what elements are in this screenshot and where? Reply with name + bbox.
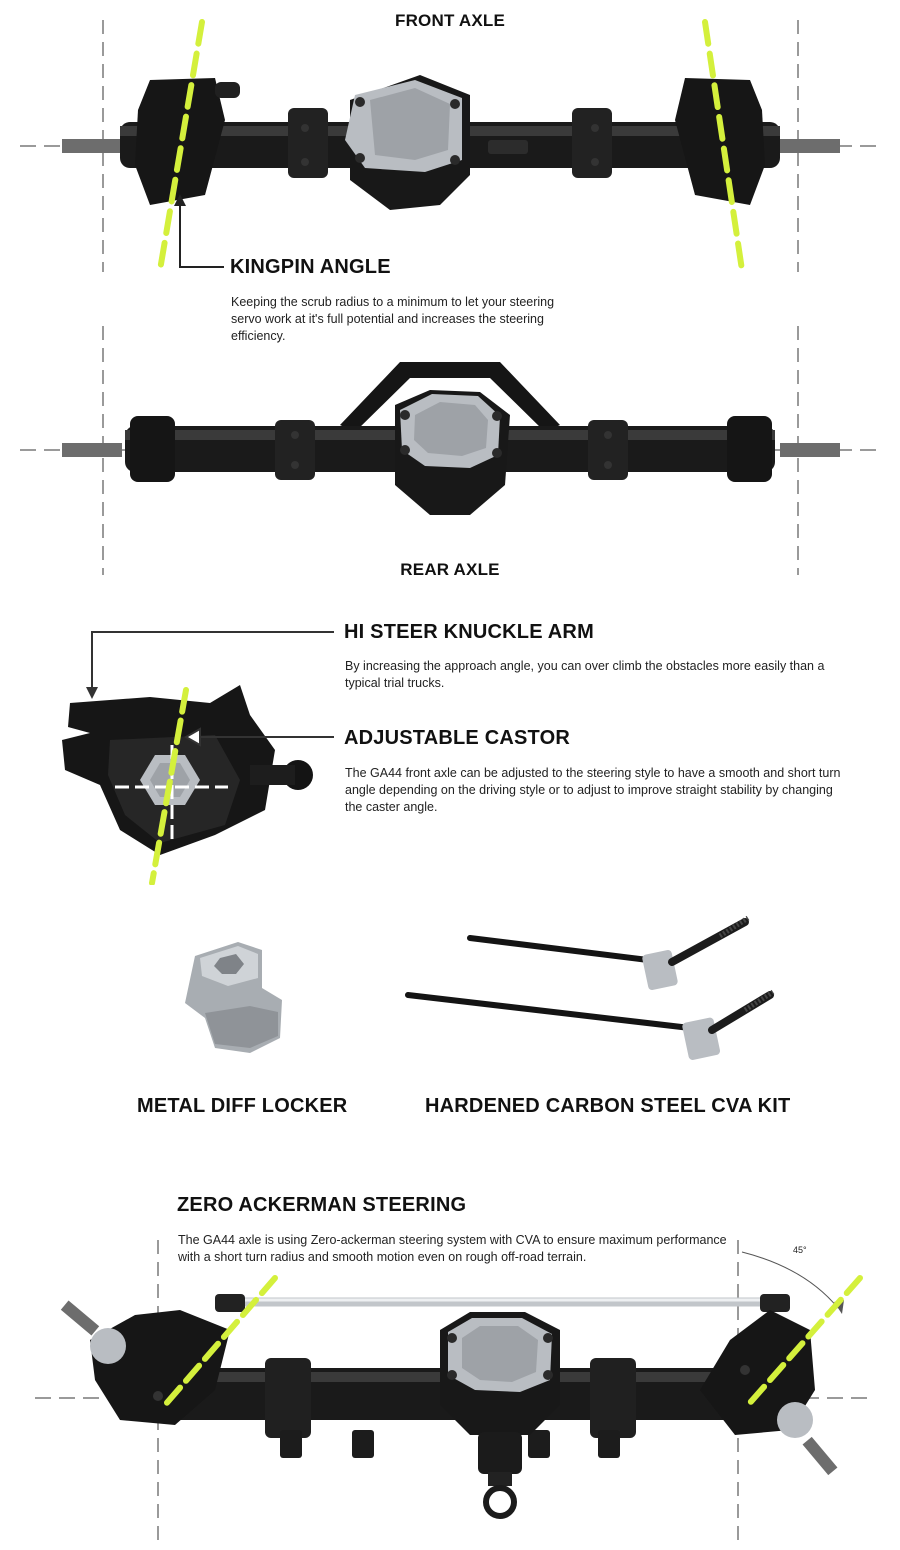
castor-title: ADJUSTABLE CASTOR	[344, 727, 571, 749]
cva-kit-title: HARDENED CARBON STEEL CVA KIT	[425, 1095, 791, 1117]
front-axle-image	[0, 0, 900, 290]
cva-kit-image	[0, 910, 900, 1070]
kingpin-angle-description: Keeping the scrub radius to a minimum to let your steering servo work at it's full potential and increases the steering efficiency.	[231, 295, 555, 343]
kingpin-angle-title: KINGPIN ANGLE	[230, 256, 391, 278]
knuckle-image	[0, 615, 900, 885]
ackerman-description: The GA44 axle is using Zero-ackerman steering system with CVA to ensure maximum performance with a short turn radius and smooth motion even on rough off-road terrain.	[178, 1233, 727, 1264]
steering-angle-label: 45°	[793, 1245, 807, 1255]
castor-description: The GA44 front axle can be adjusted to the steering style to have a smooth and short turn angle depending on the driving style or to adjust to improve straight stability by changing the caster angle.	[345, 766, 841, 814]
rear-axle-image	[0, 320, 900, 580]
hi-steer-title: HI STEER KNUCKLE ARM	[344, 621, 594, 643]
rear-axle-title: REAR AXLE	[400, 560, 500, 579]
ackerman-axle-image	[0, 1220, 900, 1550]
diff-locker-title: METAL DIFF LOCKER	[137, 1095, 348, 1117]
hi-steer-description: By increasing the approach angle, you can over climb the obstacles more easily than a typical trial trucks.	[345, 659, 825, 690]
ackerman-title: ZERO ACKERMAN STEERING	[177, 1194, 467, 1216]
front-axle-title: FRONT AXLE	[395, 11, 505, 30]
